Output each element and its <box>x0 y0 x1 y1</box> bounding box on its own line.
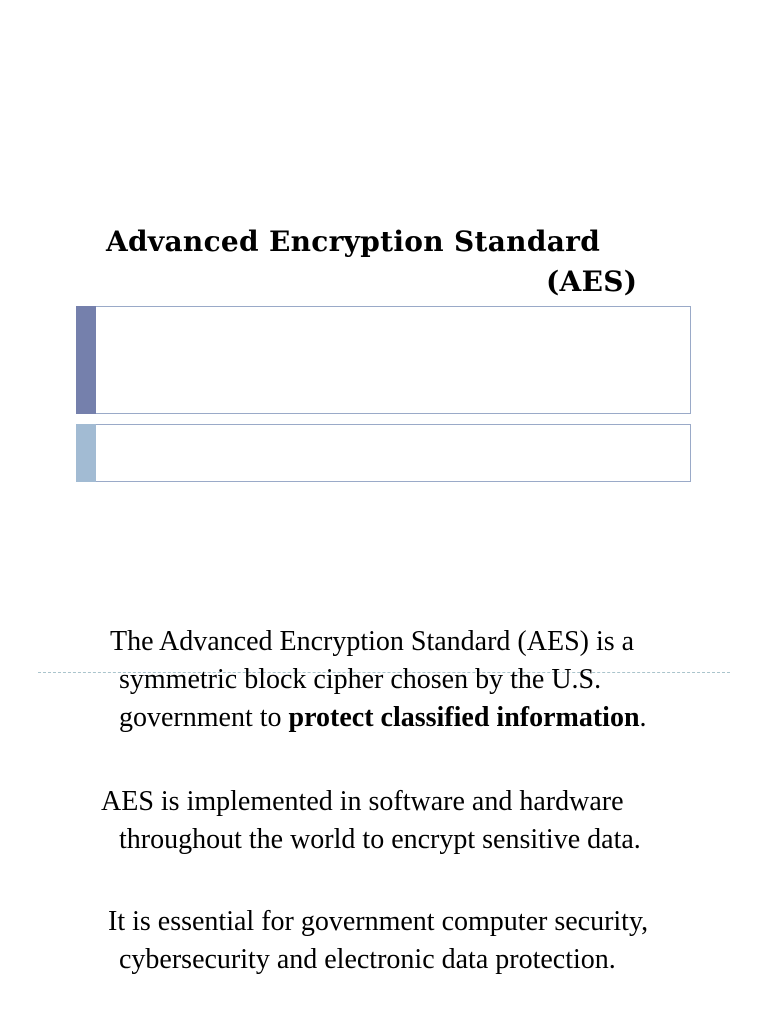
content-placeholder-box-1 <box>76 306 691 414</box>
paragraph-1-line-3-end: . <box>639 702 647 733</box>
title-line-2: (AES) <box>546 265 638 298</box>
content-placeholder-box-2 <box>76 424 691 482</box>
title-line-1: Advanced Encryption Standard <box>106 225 601 258</box>
paragraph-3-line-1: It is essential for government computer security, <box>108 906 649 937</box>
emphasis-text: protect classified information <box>288 702 640 733</box>
slide-title <box>106 222 666 302</box>
paragraph-1-line-2: symmetric block cipher chosen by the U.S. <box>119 664 602 695</box>
box-2-accent-bar <box>76 424 96 482</box>
box-1-accent-bar <box>76 306 96 414</box>
paragraph-2-line-1: AES is implemented in software and hardware <box>101 786 624 817</box>
paragraph-1-line-3 <box>110 699 647 737</box>
paragraph-1 <box>110 623 647 737</box>
paragraph-3-line-2: cybersecurity and electronic data protection. <box>119 944 616 975</box>
paragraph-1-line-3-start: government to <box>119 702 289 733</box>
paragraph-1-line-1: The Advanced Encryption Standard (AES) is a <box>110 626 635 657</box>
paragraph-2 <box>101 783 641 859</box>
paragraph-2-line-2: throughout the world to encrypt sensitive data. <box>119 824 641 855</box>
paragraph-3 <box>108 903 648 979</box>
